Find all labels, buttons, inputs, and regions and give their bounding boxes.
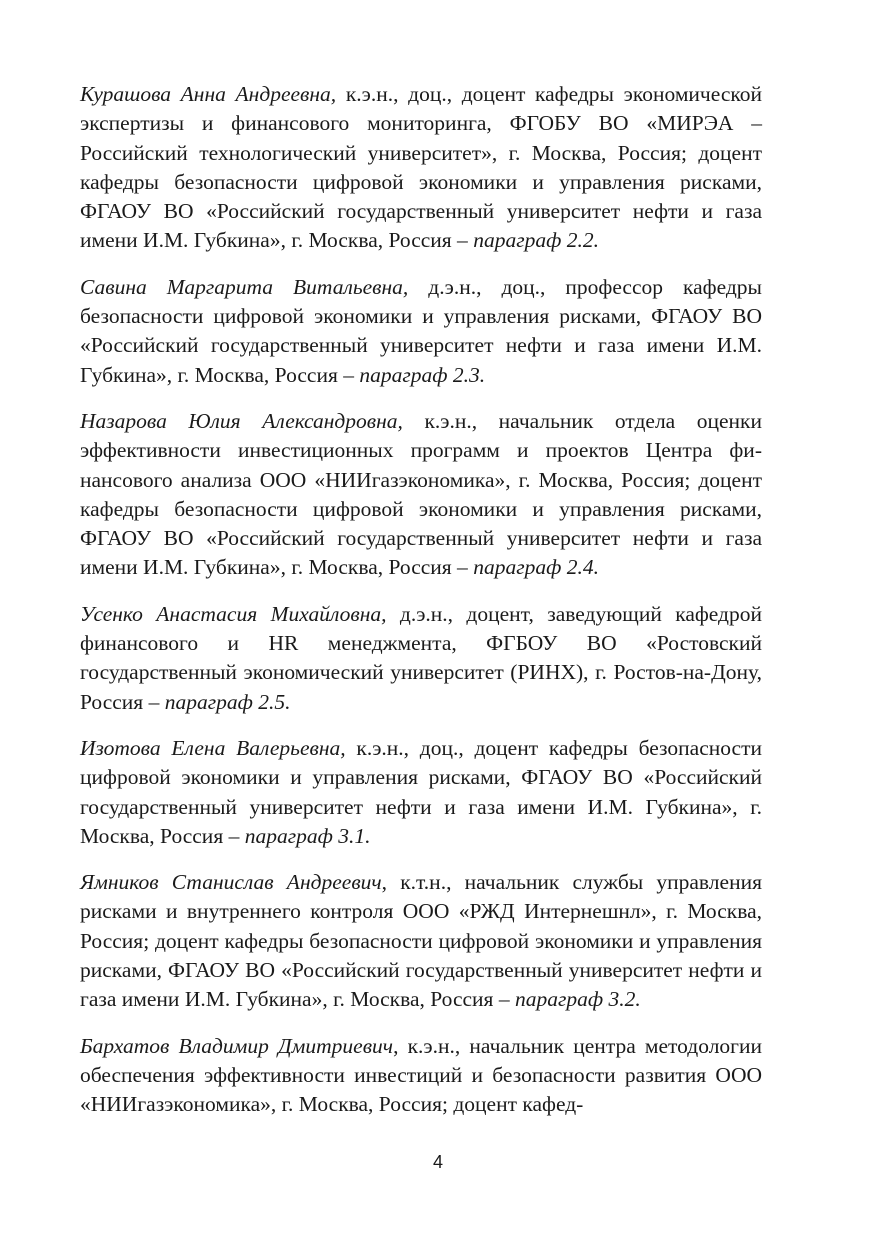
section-reference: параграф 2.4. [473, 555, 599, 580]
page-body [80, 80, 762, 1137]
author-description: к.э.н., доц., доцент кафедры экономической экспертизы и финансового мониторинга, ФГОБУ ВО «МИРЭА – Российский технологический университет», г. Москва, Россия; доцент кафедры безопасности цифровой экономики и управления рисками, ФГАОУ ВО «Российский государственный университет нефти и газа имени И.М. Губкина», г. Москва, Россия – [80, 82, 762, 253]
author-description: , к.э.н., начальник центра методологии обеспечения эффективности инвестиций и безопасности развития ООО «НИИгазэкономика», г. Москва, Россия; доцент кафед- [80, 1033, 763, 1117]
section-reference: параграф 3.2. [514, 987, 641, 1012]
section-reference: параграф 2.2. [473, 228, 599, 253]
author-name: Назарова Юлия Александровна, [80, 408, 403, 433]
author-description: д.э.н., доц., профессор кафедры безопасности цифровой экономики и управления рисками, ФГАОУ ВО «Российский государственный университет нефти и газа имени И.М. Губкина», г. Москва, Россия – [80, 274, 762, 387]
author-description: к.э.н., доц., доцент кафедры безопасности цифровой экономики и управления рисками, ФГАОУ ВО «Российский государственный университет нефти и газа имени И.М. Губкина», г. Москва, Россия – [80, 735, 762, 848]
page-number: 4 [432, 1152, 443, 1172]
section-reference: параграф 2.5. [164, 689, 291, 714]
author-name: Ямников Станислав Андреевич [80, 870, 382, 895]
author-description: , к.т.н., начальник службы управления рисками и внутреннего контроля ООО «РЖД Интернешнл», г. Москва, Россия; доцент кафедры безопасности цифровой экономики и управления рисками, ФГАОУ ВО «Российский государственный университет нефти и газа имени И.М. Губкина», г. Москва, Россия – [80, 870, 762, 1012]
author-name: Изотова Елена Валерьевна, [80, 735, 346, 760]
author-entry-izotova [80, 734, 762, 851]
author-entry-kurashova [80, 80, 762, 256]
author-description: д.э.н., доцент, заведующий кафедрой финансового и HR менеджмента, ФГБОУ ВО «Ростовский государственный экономический университет (РИНХ), г. Ростов-на-Дону, Россия – [80, 601, 763, 714]
author-entry-savina [80, 273, 762, 390]
author-description: к.э.н., начальник отдела оценки эффективности инвестиционных программ и проектов Центра финансового анализа ООО «НИИгазэкономика», г. Москва, Россия; доцент кафедры безопасности цифровой экономики и управления рисками, ФГАОУ ВО «Российский государственный университет нефти и газа имени И.М. Губкина», г. Москва, Россия – [80, 408, 763, 580]
author-name: Савина Маргарита Витальевна, [80, 274, 409, 299]
author-entry-usenko [80, 600, 762, 717]
section-reference: параграф 2.3. [359, 362, 486, 387]
author-name: Курашова Анна Андреевна, [80, 82, 337, 106]
author-name: Бархатов Владимир Дмитриевич [80, 1033, 394, 1058]
author-entry-barkhatov [80, 1032, 762, 1120]
author-entry-nazarova [80, 407, 762, 583]
section-reference: параграф 3.1. [244, 823, 371, 848]
author-entry-yamnikov [80, 868, 762, 1014]
author-name: Усенко Анастасия Михайловна, [80, 601, 387, 626]
